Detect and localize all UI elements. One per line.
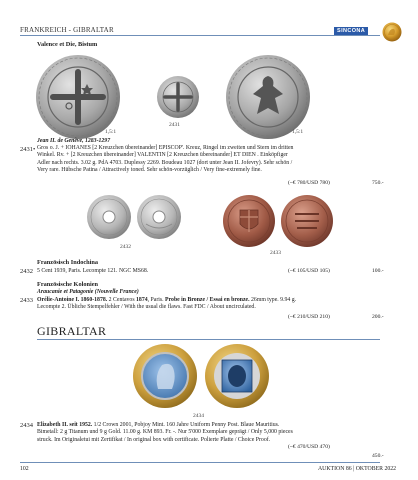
lot-number-2434: 2434	[20, 422, 33, 429]
star-marker: •	[33, 146, 36, 153]
description-line	[37, 422, 387, 429]
coin-image-2434-reverse	[204, 343, 270, 409]
description-fragment: 2 Centavos	[107, 297, 137, 303]
scale-label-right: 1,5:1	[292, 129, 304, 135]
auction-date: OKTOBER 2022	[355, 466, 397, 472]
coin-image-2431-obverse-enlarged	[35, 54, 121, 140]
price-2431: 750.-	[372, 180, 384, 186]
lot-number: 2431	[20, 146, 33, 153]
description-line: Lecompte 2. Übliche Stempelfehler / With the usual die flaws. Fast FDC / About uncirculated.	[37, 304, 256, 311]
description-line: Bimetall: 2 g Titanum und 9 g Gold. 11.00 g. KM 893. Fr. -. Nur 5'000 Exemplare geprägt / Only 5,000 pieces	[37, 429, 293, 436]
ruler-name: Jean II. de Genève, 1283-1297	[37, 138, 111, 144]
footer-rule	[20, 462, 380, 463]
coin-image-2432-reverse	[136, 194, 182, 240]
lot-number-2431	[20, 146, 35, 153]
description-line: Very rare. Hübsche Patina / Attractively toned. Sehr schön-vorzüglich / Very fine-extremely fine.	[37, 166, 262, 173]
estimate-2431: (~€ 780/USD 780)	[288, 180, 330, 186]
coin-image-2432-obverse	[86, 194, 132, 240]
description-fragment: 26mm type. 9.94 g.	[249, 297, 297, 303]
estimate-2434: (~€ 470/USD 470)	[288, 444, 330, 450]
description-fragment: , Paris.	[147, 297, 166, 303]
description-line: struck. Im Originaletui mit Zertifikat / In original box with certificate. Polierte Platte / Choice Proof.	[37, 436, 271, 443]
coin-image-2433-reverse	[280, 194, 334, 248]
probe-note: Probe in Bronze / Essai en bronze.	[165, 297, 250, 303]
coin-image-number-2431: 2431	[169, 122, 180, 128]
section-heading-colonies: Französische Kolonien	[37, 281, 99, 288]
description-line: Winkel. Rv. + [2 Kreuzchen übereinander] VALENTIN [2 Kreuzchen übereinander] ET DIEN . Einköpfiger	[37, 152, 288, 159]
price-2433: 200.-	[372, 314, 384, 320]
lot-description-2431	[37, 145, 387, 174]
ruler-name: Orélie-Antoine I. 1860-1878.	[37, 297, 108, 303]
page-number: 102	[20, 466, 29, 472]
price-2432: 100.-	[372, 268, 384, 274]
header-rule	[20, 35, 380, 36]
description-fragment: 1/2 Crown 2001, Pobjoy Mint. 160 Jahre Uniform Penny Post. Blaue Mauritius.	[92, 422, 280, 428]
price-2434: 450.-	[372, 453, 384, 459]
coin-image-2434-obverse	[132, 343, 198, 409]
auction-info	[318, 466, 396, 472]
brand-logo: SINCONA	[334, 27, 368, 35]
coin-image-2431-reverse-enlarged	[225, 54, 311, 140]
coin-image-number-2433: 2433	[270, 250, 281, 256]
subsection-title: Araucanie et Patagonie (Nouvelle France)	[37, 289, 139, 295]
section-heading-gibraltar: GIBRALTAR	[37, 324, 107, 338]
year: 1874	[136, 297, 148, 303]
coin-image-number-2434: 2434	[193, 413, 204, 419]
ruler-name: Elizabeth II. seit 1952.	[37, 422, 93, 428]
subsection-heading-araucanie	[37, 289, 139, 296]
auction-label: AUKTION 86	[318, 466, 352, 472]
estimate-2432: (~€ 105/USD 105)	[288, 268, 330, 274]
lot-number-2432: 2432	[20, 268, 33, 275]
footer-separator: |	[353, 466, 355, 472]
lot-description-2432: 5 Cent 1939, Paris. Lecompte 121. NGC MS68.	[37, 268, 149, 274]
gold-coin-medallion-icon	[382, 22, 402, 42]
coin-image-number-2432: 2432	[120, 244, 131, 250]
coin-image-2433-obverse	[222, 194, 276, 248]
section-heading-valence: Valence et Die, Bistum	[37, 41, 98, 48]
scale-label-left: 1,5:1	[105, 129, 117, 135]
estimate-2433: (~€ 210/USD 210)	[288, 314, 330, 320]
lot-description-2433	[37, 297, 387, 312]
lot-description-2434	[37, 422, 387, 444]
description-line: Adler nach rechts. 3.02 g. PdA 4703. Duplessy 2269. Boudeau 1027 (dort unter Jean II. Jofevry). Sehr schön /	[37, 159, 293, 166]
section-heading-indochina: Französisch Indochina	[37, 259, 99, 266]
lot-number-2433: 2433	[20, 297, 33, 304]
section-rule-gibraltar	[37, 339, 380, 340]
description-line: Gros o. J. + IOHANES [2 Kreuzchen übereinander] EPISCOP'. Kreuz, Ringel im zweiten und Stern im dritten	[37, 145, 294, 151]
page-header-title: FRANKREICH - GIBRALTAR	[20, 26, 114, 34]
coin-image-2431-obverse	[156, 75, 200, 119]
